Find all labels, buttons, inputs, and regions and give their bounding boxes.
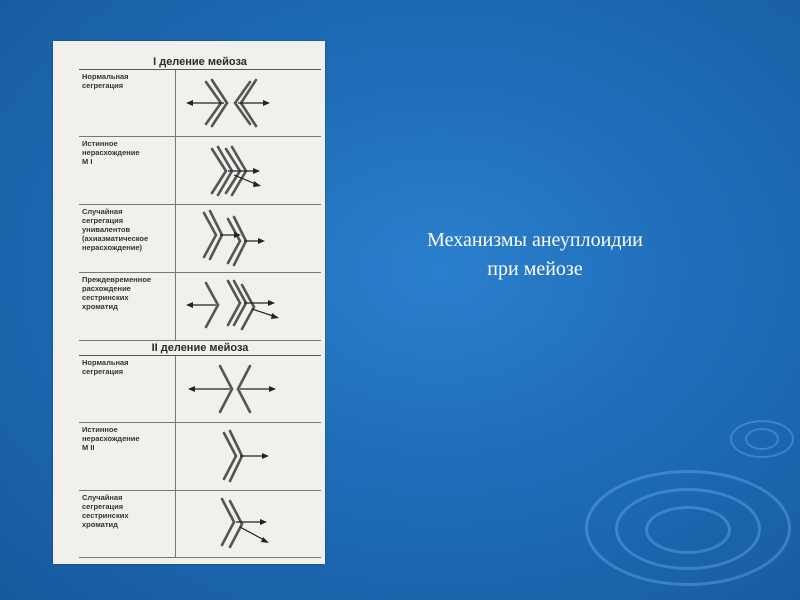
row-label: Случайная сегрегация сестринских хроматид (82, 493, 129, 529)
premature-separation-diagram (176, 273, 322, 340)
row-diagram (175, 137, 322, 204)
figure-row (79, 491, 321, 558)
row-label: Истинное нерасхождение М I (82, 139, 140, 166)
random-chromatid-segregation-diagram (176, 491, 322, 557)
figure-row (79, 205, 321, 273)
ripple-decoration (645, 506, 731, 554)
figure-row (79, 273, 321, 341)
nondisjunction-m1-diagram (176, 137, 322, 204)
figure-row (79, 423, 321, 491)
ripple-decoration (745, 428, 779, 450)
row-label: Случайная сегрегация унивалентов (ахиазматическое нерасхождение) (82, 207, 149, 252)
meiosis-figure-panel (53, 41, 325, 564)
row-label: Истинное нерасхождение М II (82, 425, 140, 452)
normal-segregation-diagram (176, 70, 322, 136)
section-header-meiosis-1: I деление мейоза (79, 55, 321, 70)
figure-row (79, 137, 321, 205)
row-label: Нормальная сегрегация (82, 358, 129, 376)
row-diagram (175, 273, 322, 340)
nondisjunction-m2-diagram (176, 423, 322, 490)
normal-segregation-m2-diagram (176, 356, 322, 422)
row-diagram (175, 205, 322, 272)
row-diagram (175, 491, 322, 557)
slide-title-line-1: Механизмы анеуплоидии (427, 229, 643, 251)
row-diagram (175, 356, 322, 422)
row-diagram (175, 423, 322, 490)
slide-title (360, 226, 710, 284)
row-label: Преждевременное расхождение сестринских хроматид (82, 275, 152, 311)
univalent-segregation-diagram (176, 205, 322, 272)
section-header-meiosis-2: II деление мейоза (79, 341, 321, 356)
slide-title-line-2: при мейозе (487, 258, 583, 280)
row-diagram (175, 70, 322, 136)
figure-row (79, 356, 321, 423)
figure-row (79, 70, 321, 137)
row-label: Нормальная сегрегация (82, 72, 129, 90)
